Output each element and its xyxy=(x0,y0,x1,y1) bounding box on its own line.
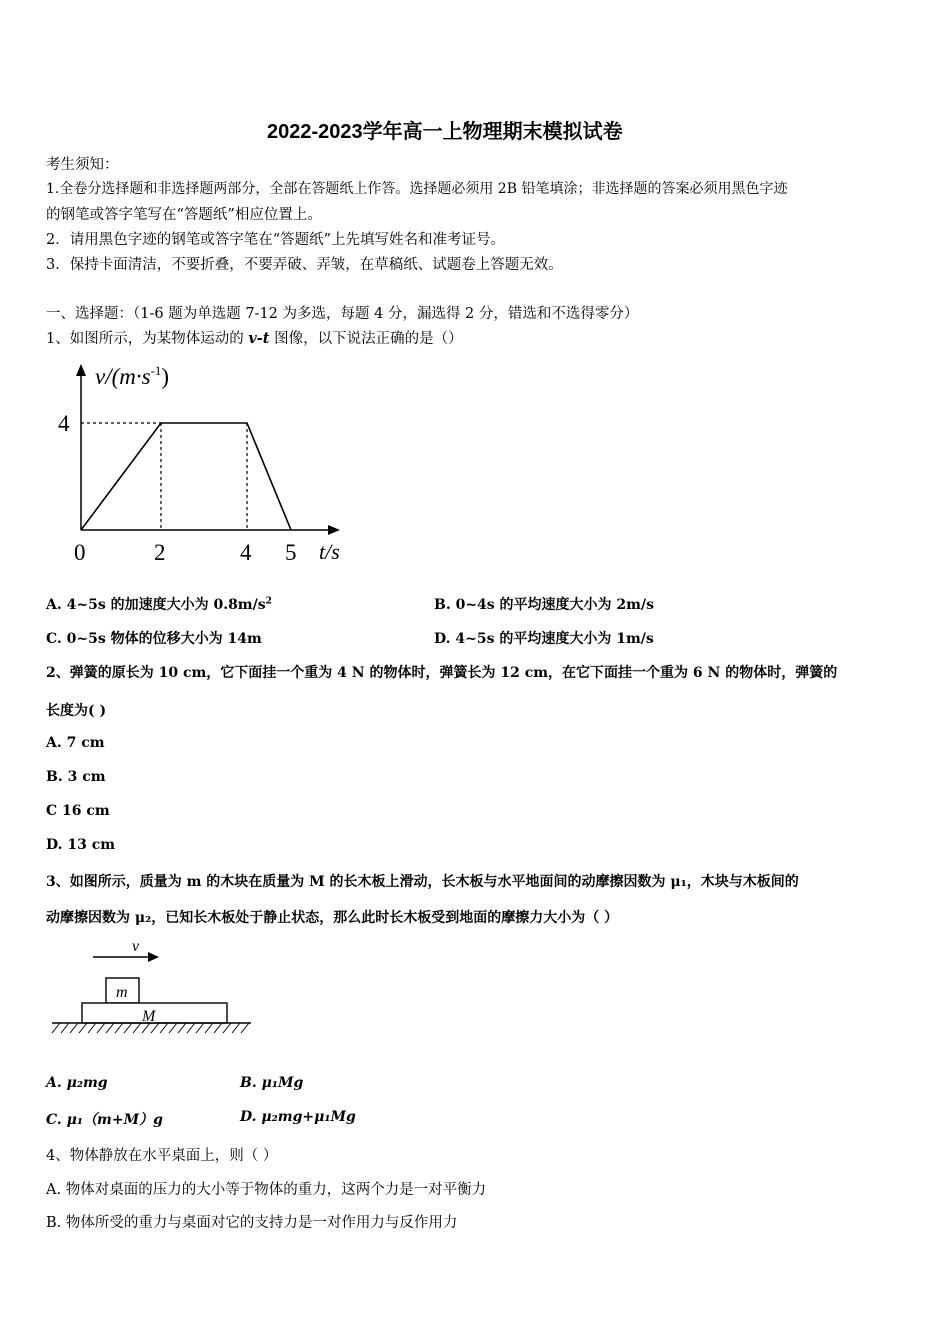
q3-block-figure xyxy=(48,935,258,1040)
section-heading: 一、选择题：（1-6 题为单选题 7-12 为多选，每题 4 分，漏选得 2 分，错选和不选得零分） xyxy=(46,306,639,322)
q2-option-d: D. 13 cm xyxy=(46,837,116,853)
q4-option-b: B. 物体所受的重力与桌面对它的支持力是一对作用力与反作用力 xyxy=(46,1215,458,1231)
notice-line-1a: 1.全卷分选择题和非选择题两部分，全部在答题纸上作答。选择题必须用 2B 铅笔填涂；非选择题的答案必须用黑色字迹 xyxy=(46,181,788,197)
q1-option-c: C. 0~5s 物体的位移大小为 14m xyxy=(46,631,262,647)
q3-option-b: B. μ₁Mg xyxy=(240,1075,304,1091)
q2-stem-2: 长度为( ) xyxy=(46,703,107,719)
notice-line-2: 2．请用黑色字迹的钢笔或答字笔在“答题纸”上先填写姓名和准考证号。 xyxy=(46,232,506,248)
q4-option-a: A. 物体对桌面的压力的大小等于物体的重力，这两个力是一对平衡力 xyxy=(46,1182,487,1198)
q1-option-d: D. 4~5s 的平均速度大小为 1m/s xyxy=(434,631,654,647)
q3-option-d: D. μ₂mg+μ₁Mg xyxy=(240,1109,356,1125)
q1-option-a: A. 4~5s 的加速度大小为 $0.8m/s^2$ xyxy=(46,596,272,613)
q1-stem-post: 图像，以下说法正确的是（） xyxy=(269,331,463,347)
q1-stem xyxy=(46,327,463,348)
x-axis-arrow-icon xyxy=(328,525,340,535)
q4-stem: 4、物体静放在水平桌面上，则（ ） xyxy=(46,1148,278,1164)
q2-option-b: B. 3 cm xyxy=(46,769,106,785)
notice-line-3: 3．保持卡面清洁，不要折叠，不要弄破、弄皱，在草稿纸、试题卷上答题无效。 xyxy=(46,257,563,273)
q2-option-a: A. 7 cm xyxy=(46,735,105,751)
y-axis-label: $v/(m\cdot s^{-1})$ xyxy=(95,363,170,389)
page-title: 2022-2023学年高一上物理期末模拟试卷 xyxy=(267,121,623,143)
x-tick-5: 5 xyxy=(285,540,297,565)
block-m-label: m xyxy=(116,984,128,1001)
notice-heading: 考生须知： xyxy=(46,157,119,173)
q1-option-b: B. 0~4s 的平均速度大小为 2m/s xyxy=(434,597,654,613)
q1-stem-pre: 1、如图所示，为某物体运动的 xyxy=(46,331,249,347)
q3-stem-1: 3、如图所示，质量为 m 的木块在质量为 M 的长木板上滑动，长木板与水平地面间的动摩擦因数为 μ₁，木块与木板间的 xyxy=(46,874,799,890)
q1-stem-var: v-t xyxy=(248,330,270,347)
x-tick-2: 2 xyxy=(154,540,166,565)
velocity-arrow-head-icon xyxy=(148,952,159,962)
q2-option-c: C 16 cm xyxy=(46,803,110,819)
q2-stem-1: 2、弹簧的原长为 10 cm，它下面挂一个重为 4 N 的物体时，弹簧长为 12 cm，在它下面挂一个重为 6 N 的物体时，弹簧的 xyxy=(46,665,838,681)
q3-stem-2: 动摩擦因数为 μ₂，已知长木板处于静止状态，那么此时长木板受到地面的摩擦力大小为（ ） xyxy=(46,910,619,926)
x-tick-0: 0 xyxy=(74,540,86,565)
x-tick-4: 4 xyxy=(240,540,252,565)
board-M-label: M xyxy=(142,1008,156,1025)
x-axis-label: t/s xyxy=(319,539,340,564)
notice-line-1b: 的钢笔或答字笔写在“答题纸”相应位置上。 xyxy=(46,207,322,223)
q3-option-a: A. μ₂mg xyxy=(46,1075,108,1091)
velocity-label: v xyxy=(132,938,140,955)
y-tick-4: 4 xyxy=(58,411,70,436)
q3-option-c: C. μ₁（m+M）g xyxy=(46,1112,163,1128)
vt-line xyxy=(81,423,291,530)
q1-vt-graph xyxy=(50,360,360,575)
y-axis-arrow-icon xyxy=(76,364,86,376)
